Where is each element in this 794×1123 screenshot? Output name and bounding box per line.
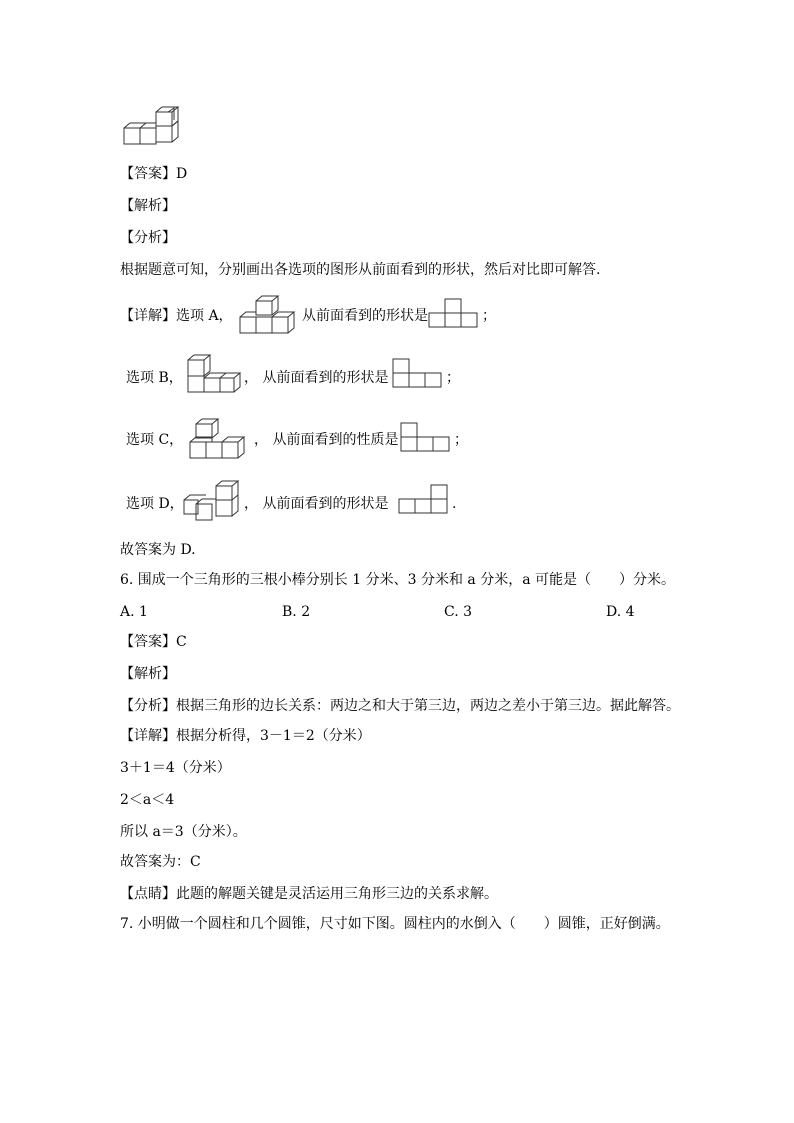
detail-option-a-end: ； <box>482 308 496 324</box>
analysis-heading-2: 【解析】 <box>120 666 176 682</box>
cube-figure-option-a <box>236 291 298 337</box>
fenxi-text-1: 根据题意可知，分别画出各选项的图形从前面看到的形状，然后对比即可解答. <box>120 262 601 278</box>
option-d-mid: ， 从前面看到的形状是 <box>244 496 389 512</box>
fenxi-text-2: 【分析】根据三角形的边长关系：两边之和大于第三边，两边之差小于第三边。据此解答。 <box>120 698 680 714</box>
q6-option-b: B. 2 <box>282 604 311 620</box>
cube-figure-option-c <box>186 416 252 462</box>
dianjing-text: 【点睛】此题的解题关键是灵活运用三角形三边的关系求解。 <box>120 886 498 902</box>
q6-option-c: C. 3 <box>444 604 473 620</box>
answer-line-1: 【答案】D <box>120 166 188 182</box>
calc-line-1: 3＋1＝4（分米） <box>120 760 231 776</box>
front-view-option-c <box>400 422 450 454</box>
answer-line-2: 【答案】C <box>120 634 187 650</box>
cube-figure-option-d <box>182 478 242 524</box>
q6-option-d: D. 4 <box>606 604 635 620</box>
detail-option-a-prefix: 【详解】选项 A， <box>120 308 233 324</box>
conclusion-1: 故答案为 D. <box>120 542 196 558</box>
front-view-option-a <box>428 298 478 330</box>
detail-text-2: 【详解】根据分析得，3－1＝2（分米） <box>120 728 371 744</box>
question-6: 6. 围成一个三角形的三根小棒分别长 1 分米、3 分米和 a 分米，a 可能是（ ）分米。 <box>120 572 676 588</box>
option-b-end: ； <box>446 370 460 386</box>
option-d-prefix: 选项 D， <box>126 496 184 512</box>
cube-figure-top <box>120 104 180 150</box>
front-view-option-d <box>398 484 448 516</box>
option-c-mid: ， 从前面看到的性质是 <box>254 432 399 448</box>
fenxi-heading-1: 【分析】 <box>120 230 176 246</box>
front-view-option-b <box>392 358 442 390</box>
q6-option-a: A. 1 <box>120 604 148 620</box>
option-b-mid: ， 从前面看到的形状是 <box>244 370 389 386</box>
analysis-heading-1: 【解析】 <box>120 198 176 214</box>
conclusion-2: 故答案为：C <box>120 854 201 870</box>
calc-line-3: 所以 a＝3（分米）。 <box>120 824 247 840</box>
cube-figure-option-b <box>184 352 244 398</box>
option-d-end: . <box>452 496 457 512</box>
question-7: 7. 小明做一个圆柱和几个圆锥，尺寸如下图。圆柱内的水倒入（ ）圆锥，正好倒满。 <box>120 916 670 932</box>
option-b-prefix: 选项 B， <box>126 370 183 386</box>
option-c-prefix: 选项 C， <box>126 432 184 448</box>
detail-option-a-mid: 从前面看到的形状是 <box>302 308 428 324</box>
calc-line-2: 2＜a＜4 <box>120 792 175 808</box>
option-c-end: ； <box>454 432 468 448</box>
